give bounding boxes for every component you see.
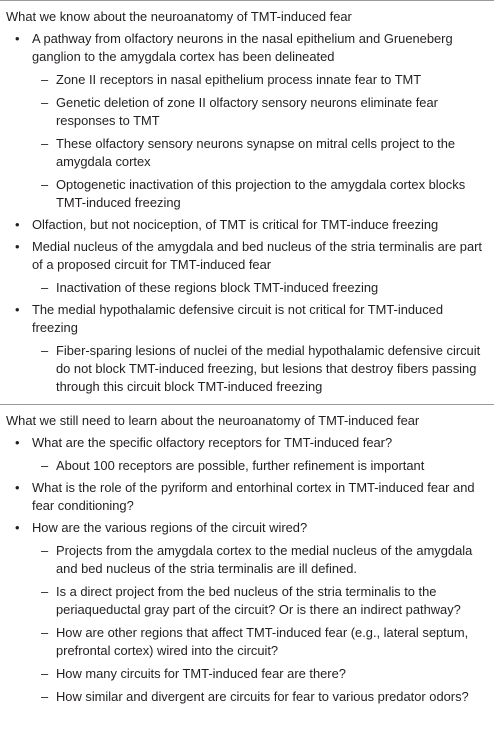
section-known	[0, 1, 494, 404]
bullet-dash: –	[41, 584, 49, 599]
list-item	[15, 216, 488, 234]
list-item-text: Olfaction, but not nociception, of TMT is critical for TMT-induce freezing	[32, 217, 439, 232]
bullet-dash: –	[41, 95, 49, 110]
bullet-dash: –	[41, 136, 49, 151]
list-item	[15, 434, 488, 452]
section-to-learn	[0, 405, 494, 714]
list-item-text: Optogenetic inactivation of this projection to the amygdala cortex blocks TMT-induced freezing	[56, 177, 466, 210]
list-item-text: Fiber-sparing lesions of nuclei of the medial hypothalamic defensive circuit do not block TMT-induced freezing, but lesions that destroy fibers passing through this circuit block TMT-induced freezing	[56, 343, 481, 394]
list-item-text: A pathway from olfactory neurons in the nasal epithelium and Grueneberg ganglion to the amygdala cortex has been delineated	[32, 31, 453, 64]
bullet-dash: –	[41, 543, 49, 558]
list-item	[15, 479, 488, 515]
bullet-dash: –	[41, 343, 49, 358]
sub-list-item	[41, 542, 488, 578]
section-heading-known: What we know about the neuroanatomy of TMT-induced fear	[6, 9, 352, 24]
bullet-dot: •	[15, 302, 20, 317]
bullet-dot: •	[15, 520, 20, 535]
sub-list-item	[41, 665, 488, 683]
list-item-text: What are the specific olfactory receptors for TMT-induced fear?	[32, 435, 393, 450]
sub-list-item	[41, 624, 488, 660]
list-item-text: Inactivation of these regions block TMT-induced freezing	[56, 280, 379, 295]
sub-list-item	[41, 71, 488, 89]
sub-list-item	[41, 279, 488, 297]
list-item-text: Zone II receptors in nasal epithelium process innate fear to TMT	[56, 72, 422, 87]
list-item-text: How similar and divergent are circuits for fear to various predator odors?	[56, 689, 469, 704]
bullet-dot: •	[15, 31, 20, 46]
list-item-text: The medial hypothalamic defensive circuit is not critical for TMT-induced freezing	[32, 302, 444, 335]
bullet-dot: •	[15, 239, 20, 254]
list-item	[15, 30, 488, 66]
bullet-dot: •	[15, 217, 20, 232]
sub-list-item	[41, 342, 488, 396]
list-item-text: How many circuits for TMT-induced fear are there?	[56, 666, 346, 681]
list-item-text: Medial nucleus of the amygdala and bed nucleus of the stria terminalis are part of a proposed circuit for TMT-induced fear	[32, 239, 482, 272]
list-item	[15, 519, 488, 537]
list-item-text: Projects from the amygdala cortex to the medial nucleus of the amygdala and bed nucleus of the stria terminalis are ill defined.	[56, 543, 473, 576]
list-item-text: How are the various regions of the circuit wired?	[32, 520, 308, 535]
bullet-dash: –	[41, 458, 49, 473]
sub-list-item	[41, 135, 488, 171]
list-item	[15, 301, 488, 337]
bullet-dot: •	[15, 480, 20, 495]
list-item-text: How are other regions that affect TMT-induced fear (e.g., lateral septum, prefrontal cortex) wired into the circuit?	[56, 625, 469, 658]
sub-list-item	[41, 94, 488, 130]
section-heading-to-learn: What we still need to learn about the neuroanatomy of TMT-induced fear	[6, 413, 420, 428]
list-item	[15, 238, 488, 274]
sub-list-item	[41, 688, 488, 706]
bullet-dash: –	[41, 625, 49, 640]
bullet-dash: –	[41, 177, 49, 192]
bullet-dash: –	[41, 666, 49, 681]
sub-list-item	[41, 583, 488, 619]
sub-list-item	[41, 457, 488, 475]
bullet-dot: •	[15, 435, 20, 450]
list-item-text: What is the role of the pyriform and entorhinal cortex in TMT-induced fear and fear conditioning?	[32, 480, 475, 513]
list-item-text: These olfactory sensory neurons synapse on mitral cells project to the amygdala cortex	[56, 136, 456, 169]
sub-list-item	[41, 176, 488, 212]
bullet-dash: –	[41, 280, 49, 295]
list-item-text: About 100 receptors are possible, further refinement is important	[56, 458, 425, 473]
bullet-dash: –	[41, 689, 49, 704]
list-item-text: Genetic deletion of zone II olfactory sensory neurons eliminate fear responses to TMT	[56, 95, 438, 128]
bullet-dash: –	[41, 72, 49, 87]
list-item-text: Is a direct project from the bed nucleus of the stria terminalis to the periaqueductal gray part of the circuit? Or is there an indirect pathway?	[56, 584, 461, 617]
